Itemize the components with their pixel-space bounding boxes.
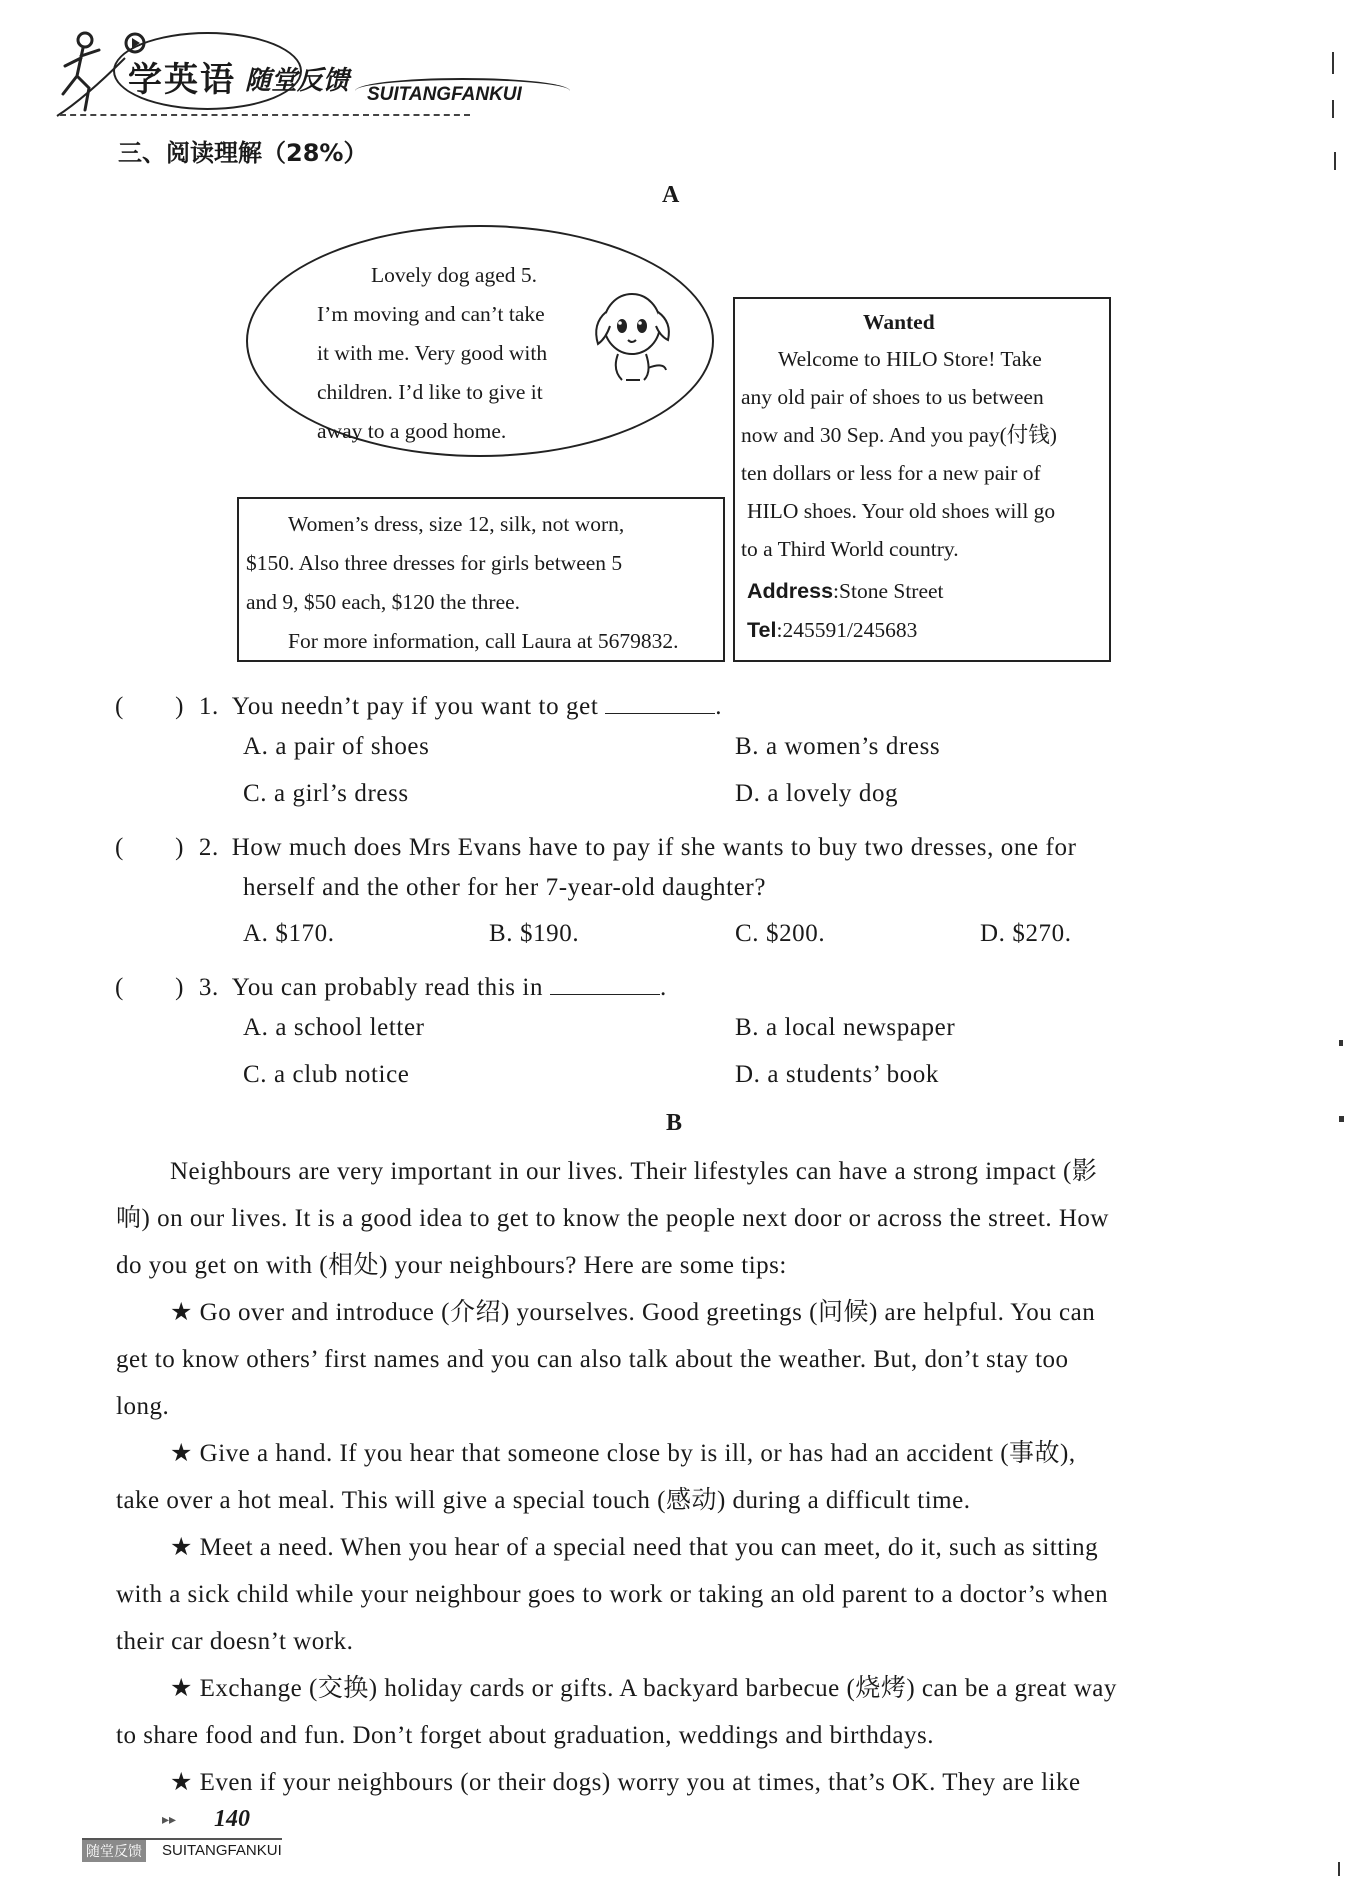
answer-paren[interactable]: ( )	[115, 974, 185, 1001]
margin-mark	[1332, 100, 1334, 118]
tel-label: Tel	[747, 618, 777, 642]
passage-line: ★ Meet a need. When you hear of a special need that you can meet, do it, such as sitting	[170, 1534, 1099, 1561]
margin-mark	[1339, 1040, 1343, 1046]
dog-ad-line: Lovely dog aged 5.	[371, 263, 537, 287]
passage-line: with a sick child while your neighbour goes to work or taking an old parent to a doctor’s when	[116, 1581, 1109, 1608]
option-b[interactable]: B. a local newspaper	[735, 1014, 956, 1041]
header-subtitle-cn: 随堂反馈	[245, 66, 350, 96]
question-1	[115, 686, 722, 722]
wanted-ad-tel	[747, 611, 917, 650]
passage-line: to share food and fun. Don’t forget about graduation, weddings and birthdays.	[116, 1722, 934, 1749]
passage-line: get to know others’ first names and you can also talk about the weather. But, don’t stay too	[116, 1346, 1069, 1373]
dog-ad-line: it with me. Very good with	[317, 341, 548, 365]
wanted-ad-line: now and 30 Sep. And you pay(付钱)	[741, 423, 1057, 447]
margin-mark	[1339, 1116, 1344, 1122]
header-dashline	[60, 114, 470, 116]
question-end: .	[715, 693, 723, 720]
answer-paren[interactable]: ( )	[115, 693, 185, 720]
header-swoosh	[355, 78, 570, 104]
address-value: :Stone Street	[833, 579, 944, 603]
dress-ad-line: For more information, call Laura at 5679832.	[288, 629, 679, 653]
option-c[interactable]: C. $200.	[735, 920, 826, 947]
question-text: You needn’t pay if you want to get	[231, 693, 599, 720]
passage-line: do you get on with (相处) your neighbours? Here are some tips:	[116, 1252, 787, 1279]
dress-ad-line: and 9, $50 each, $120 the three.	[246, 590, 521, 614]
header-title: 学英语	[128, 60, 236, 100]
passage-line: ★ Go over and introduce (介绍) yourselves. Good greetings (问候) are helpful. You can	[170, 1299, 1096, 1326]
question-text: You can probably read this in	[231, 974, 544, 1001]
margin-mark	[1338, 1862, 1340, 1876]
option-b[interactable]: B. a women’s dress	[735, 733, 941, 760]
option-b[interactable]: B. $190.	[489, 920, 580, 947]
wanted-ad-line: any old pair of shoes to us between	[741, 385, 1044, 409]
passage-line: ★ Exchange (交换) holiday cards or gifts. A backyard barbecue (烧烤) can be a great way	[170, 1675, 1117, 1702]
wanted-ad-title: Wanted	[863, 310, 935, 334]
wanted-ad-line: to a Third World country.	[741, 537, 959, 561]
passage-line: their car doesn’t work.	[116, 1628, 354, 1655]
wanted-ad-address	[747, 572, 944, 611]
passage-line: 响) on our lives. It is a good idea to get to know the people next door or across the street. How	[116, 1205, 1109, 1232]
question-end: .	[659, 974, 667, 1001]
question-number: 2.	[198, 834, 219, 861]
margin-mark	[1332, 52, 1334, 74]
answer-paren[interactable]: ( )	[115, 834, 185, 861]
passage-line: long.	[116, 1393, 170, 1420]
address-label: Address	[747, 579, 834, 603]
dress-ad-line: Women’s dress, size 12, silk, not worn,	[288, 512, 625, 536]
passage-line: ★ Even if your neighbours (or their dogs) worry you at times, that’s OK. They are like	[170, 1769, 1081, 1796]
passage-line: Neighbours are very important in our lives. Their lifestyles can have a strong impact (影	[170, 1158, 1098, 1185]
wanted-ad-line: HILO shoes. Your old shoes will go	[747, 499, 1056, 523]
question-number: 1.	[198, 693, 219, 720]
page-number: 140	[214, 1806, 250, 1832]
answer-blank	[550, 972, 660, 995]
margin-mark	[1334, 152, 1336, 170]
option-d[interactable]: D. a lovely dog	[735, 780, 899, 807]
tel-value: :245591/245683	[776, 618, 918, 642]
passage-line: take over a hot meal. This will give a special touch (感动) during a difficult time.	[116, 1487, 971, 1514]
wanted-ad-line: Welcome to HILO Store! Take	[778, 347, 1042, 371]
footer-arrows: ▸▸	[162, 1812, 177, 1828]
footer-tag-en: SUITANGFANKUI	[162, 1842, 282, 1859]
option-a[interactable]: A. a pair of shoes	[243, 733, 430, 760]
footer-tag-cn: 随堂反馈	[82, 1840, 146, 1862]
passage-line: ★ Give a hand. If you hear that someone close by is ill, or has had an accident (事故),	[170, 1440, 1076, 1467]
answer-blank	[605, 691, 715, 714]
dog-ad-line: children. I’d like to give it	[317, 380, 543, 404]
wanted-ad-line: ten dollars or less for a new pair of	[741, 461, 1041, 485]
part-b-label: B	[666, 1110, 683, 1136]
question-text: How much does Mrs Evans have to pay if she wants to buy two dresses, one for	[231, 834, 1077, 861]
header-subtitle-en: SUITANGFANKUI	[367, 84, 522, 105]
footer	[82, 1806, 482, 1866]
dress-ad-line: $150. Also three dresses for girls between 5	[246, 551, 623, 575]
passage-b	[116, 1148, 1236, 1806]
question-2	[115, 827, 1077, 863]
part-a-label: A	[662, 182, 680, 208]
dog-ad-line: away to a good home.	[317, 419, 507, 443]
dog-ad-line: I’m moving and can’t take	[317, 302, 545, 326]
section-heading: 三、阅读理解（28%）	[118, 139, 368, 167]
option-d[interactable]: D. a students’ book	[735, 1061, 939, 1088]
header-logo	[55, 22, 525, 122]
puppy-icon	[590, 282, 680, 387]
question-2-cont: herself and the other for her 7-year-old daughter?	[243, 874, 767, 901]
option-c[interactable]: C. a girl’s dress	[243, 780, 409, 807]
option-a[interactable]: A. a school letter	[243, 1014, 425, 1041]
option-d[interactable]: D. $270.	[980, 920, 1072, 947]
option-a[interactable]: A. $170.	[243, 920, 335, 947]
question-number: 3.	[198, 974, 219, 1001]
question-3	[115, 967, 667, 1003]
option-c[interactable]: C. a club notice	[243, 1061, 410, 1088]
